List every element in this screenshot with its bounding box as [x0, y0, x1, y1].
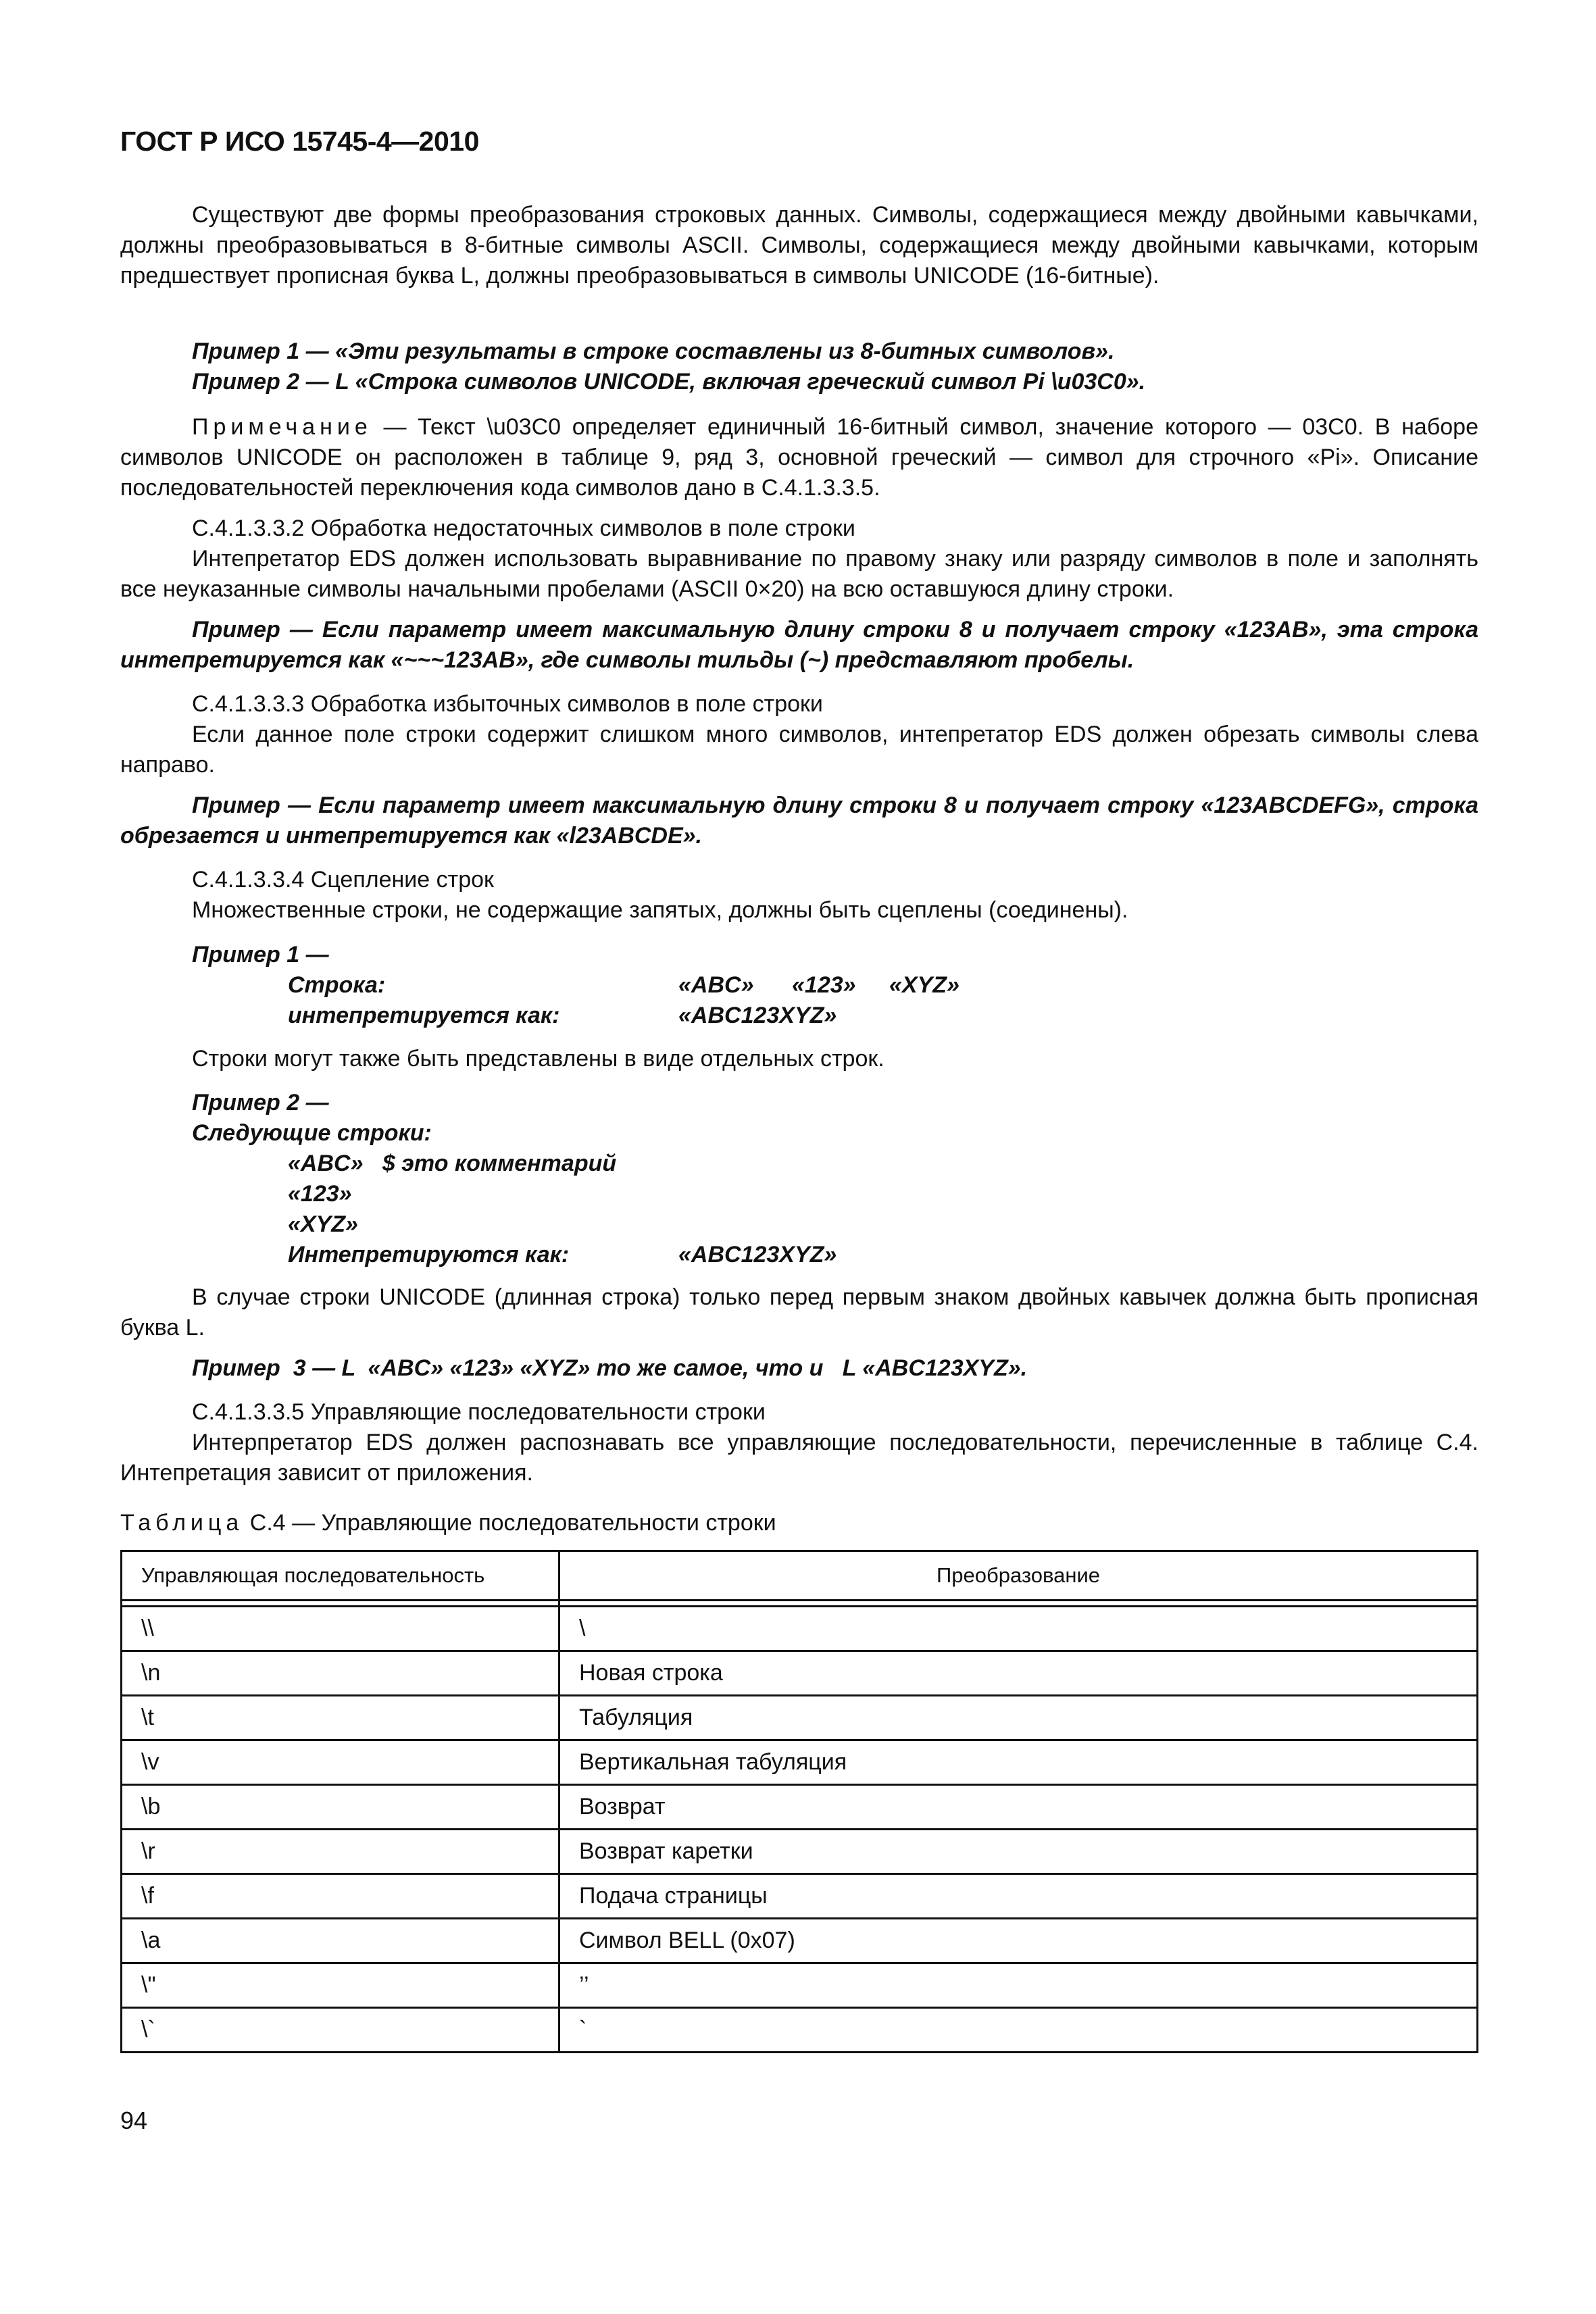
table-row: [122, 1874, 1478, 1919]
table-row: [122, 1651, 1478, 1696]
example-3: Пример 3 — L «ABC» «123» «XYZ» то же самое, что и L «ABC123XYZ».: [192, 1355, 1028, 1381]
escape-sequences-table: [120, 1550, 1478, 2053]
table-row: [122, 1830, 1478, 1874]
example-2: Пример 2 — L «Строка символов UNICODE, включая греческий символ Pi \u03C0».: [192, 369, 1146, 395]
table-cell-sequence: \b: [122, 1785, 559, 1830]
section-text-c41333: Если данное поле строки содержит слишком много символов, интепретатор EDS должен обрезать символы слева направо.: [120, 722, 1478, 778]
table-row: [122, 2008, 1478, 2053]
table-cell-conversion: Символ BELL (0x07): [559, 1919, 1478, 1963]
section-title-c41333: С.4.1.3.3.3 Обработка избыточных символов в поле строки: [192, 691, 823, 717]
section-example-c41332: Пример — Если параметр имеет максимальную длину строки 8 и получает строку «123AB», эта строка интепретируется как «~~~123AB», где символы тильды (~) представляют пробелы.: [120, 617, 1478, 673]
example-1-row1-value3: «XYZ»: [889, 972, 959, 998]
section-title-c41335: С.4.1.3.3.5 Управляющие последовательности строки: [192, 1399, 766, 1425]
example-1-row1-label: Строка:: [288, 972, 386, 998]
table-cell-sequence: \t: [122, 1696, 559, 1740]
table-row: [122, 1696, 1478, 1740]
table-header-row: [122, 1551, 1478, 1601]
example-2-label: Пример 2 —: [192, 1090, 329, 1115]
table-cell-conversion: `: [559, 2008, 1478, 2053]
table-cell-sequence: \a: [122, 1919, 559, 1963]
example-2-line3: «XYZ»: [288, 1211, 358, 1237]
section-title-c41334: С.4.1.3.3.4 Сцепление строк: [192, 867, 494, 892]
table-cell-sequence: \": [122, 1963, 559, 2008]
table-cell-conversion: \: [559, 1607, 1478, 1651]
example-2-subtitle: Следующие строки:: [192, 1120, 432, 1146]
table-row: [122, 1919, 1478, 1963]
section-example-c41333: Пример — Если параметр имеет максимальную длину строки 8 и получает строку «123ABCDEFG», строка обрезается и интепретируется как «l23ABCDE».: [120, 793, 1478, 849]
paragraph-intro: Существуют две формы преобразования строковых данных. Символы, содержащиеся между двойными кавычками, должны преобразовываться в 8-битные символы ASCII. Символы, содержащиеся между двойными кавычками, которым предшествует прописная буква L, должны преобразовываться в символы UNICODE (16-битные).: [120, 202, 1478, 288]
table-cell-conversion: Табуляция: [559, 1696, 1478, 1740]
table-cell-conversion: ’’: [559, 1963, 1478, 2008]
table-cell-conversion: Возврат каретки: [559, 1830, 1478, 1874]
table-header-sequence: Управляющая последовательность: [122, 1551, 559, 1601]
table-cell-sequence: \`: [122, 2008, 559, 2053]
example-1: Пример 1 — «Эти результаты в строке составлены из 8-битных символов».: [192, 338, 1115, 364]
document-header: ГОСТ Р ИСО 15745-4—2010: [120, 126, 479, 157]
section-text-c41334: Множественные строки, не содержащие запятых, должны быть сцеплены (соединены).: [192, 897, 1128, 923]
table-header-conversion: Преобразование: [559, 1551, 1478, 1601]
unicode-text: В случае строки UNICODE (длинная строка) только перед первым знаком двойных кавычек должна быть прописная буква L.: [120, 1284, 1478, 1340]
table-cell-conversion: Подача страницы: [559, 1874, 1478, 1919]
separate-strings-text: Строки могут также быть представлены в виде отдельных строк.: [192, 1046, 884, 1072]
section-text-c41335: Интерпретатор EDS должен распознавать все управляющие последовательности, перечисленные в таблице С.4. Интепретация зависит от приложения.: [120, 1430, 1478, 1486]
section-text-c41332: Интепретатор EDS должен использовать выравнивание по правому знаку или разряду символов в поле и заполнять все неуказанные символы начальными пробелами (ASCII 0×20) на всю оставшуюся длину строки.: [120, 546, 1478, 602]
section-title-c41332: С.4.1.3.3.2 Обработка недостаточных символов в поле строки: [192, 515, 855, 541]
table-cell-sequence: \n: [122, 1651, 559, 1696]
example-2-result-label: Интепретируются как:: [288, 1242, 570, 1267]
note-text: — Текст \u03C0 определяет единичный 16-битный символ, значение которого — 03C0. В наборе символов UNICODE он расположен в таблице 9, ряд 3, основной греческий — символ для строчного «Pi». Описание последовательностей переключения кода символов дано в С.4.1.3.3.5.: [120, 414, 1478, 501]
table-cell-conversion: Новая строка: [559, 1651, 1478, 1696]
table-caption-label: Таблица: [120, 1510, 244, 1536]
example-1-row2-value: «ABC123XYZ»: [678, 1003, 837, 1028]
table-cell-sequence: \v: [122, 1740, 559, 1785]
table-cell-sequence: \f: [122, 1874, 559, 1919]
table-caption: [120, 1508, 1478, 1538]
table-row: [122, 1963, 1478, 2008]
note: [120, 412, 1478, 503]
example-1-row1-value1: «ABC»: [678, 972, 754, 998]
example-1-label: Пример 1 —: [192, 942, 329, 967]
table-cell-conversion: Возврат: [559, 1785, 1478, 1830]
table-cell-conversion: Вертикальная табуляция: [559, 1740, 1478, 1785]
example-2-line1: «ABC» $ это комментарий: [288, 1151, 617, 1176]
note-label: Примечание: [192, 414, 372, 440]
example-1-row2-label: интепретируется как:: [288, 1003, 560, 1028]
table-cell-sequence: \r: [122, 1830, 559, 1874]
table-row: [122, 1607, 1478, 1651]
table-row: [122, 1740, 1478, 1785]
table-caption-text: С.4 — Управляющие последовательности строки: [243, 1510, 776, 1536]
table-cell-sequence: \\: [122, 1607, 559, 1651]
example-2-line2: «123»: [288, 1181, 352, 1207]
example-2-result-value: «ABC123XYZ»: [678, 1242, 837, 1267]
table-row: [122, 1785, 1478, 1830]
table-header-separator: [122, 1601, 1478, 1607]
page-number: 94: [120, 2107, 148, 2134]
example-1-row1-value2: «123»: [792, 972, 856, 998]
